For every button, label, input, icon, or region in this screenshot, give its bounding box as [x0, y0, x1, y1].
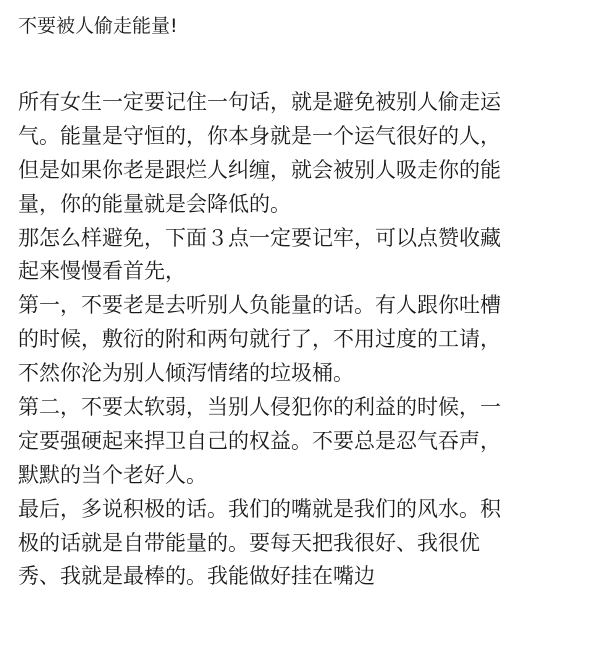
text-line: 的时候，敷衍的附和两句就行了，不用过度的工请，	[18, 327, 501, 352]
text-line: 不然你沦为别人倾泻情绪的垃圾桶。	[18, 361, 354, 386]
text-line: 第二，不要太软弱，当别人侵犯你的利益的时候，一	[18, 395, 501, 420]
text-line: 最后，多说积极的话。我们的嘴就是我们的风水。积	[18, 496, 501, 521]
text-line: 但是如果你老是跟烂人纠缠，就会被别人吸走你的能	[18, 157, 501, 182]
document-title: 不要被人偷走能量!	[18, 15, 178, 37]
text-line: 气。能量是守恒的，你本身就是一个运气很好的人，	[18, 123, 501, 148]
text-line: 定要强硬起来捍卫自己的权益。不要总是忍气吞声，	[18, 428, 501, 453]
text-line: 那怎么样避免，下面３点一定要记牢，可以点赞收藏	[18, 225, 501, 250]
text-line: 所有女生一定要记住一句话，就是避免被别人偷走运	[18, 90, 501, 114]
text-line: 默默的当个老好人。	[18, 462, 207, 487]
text-line: 起来慢慢看首先，	[18, 259, 186, 284]
document-body	[18, 86, 593, 594]
text-line: 极的话就是自带能量的。要每天把我很好、我很优	[18, 530, 480, 555]
text-line: 量，你的能量就是会降低的。	[18, 191, 291, 216]
text-line: 第一，不要老是去听别人负能量的话。有人跟你吐槽	[18, 293, 501, 318]
text-line: 秀、我就是最棒的。我能做好挂在嘴边	[18, 564, 375, 589]
